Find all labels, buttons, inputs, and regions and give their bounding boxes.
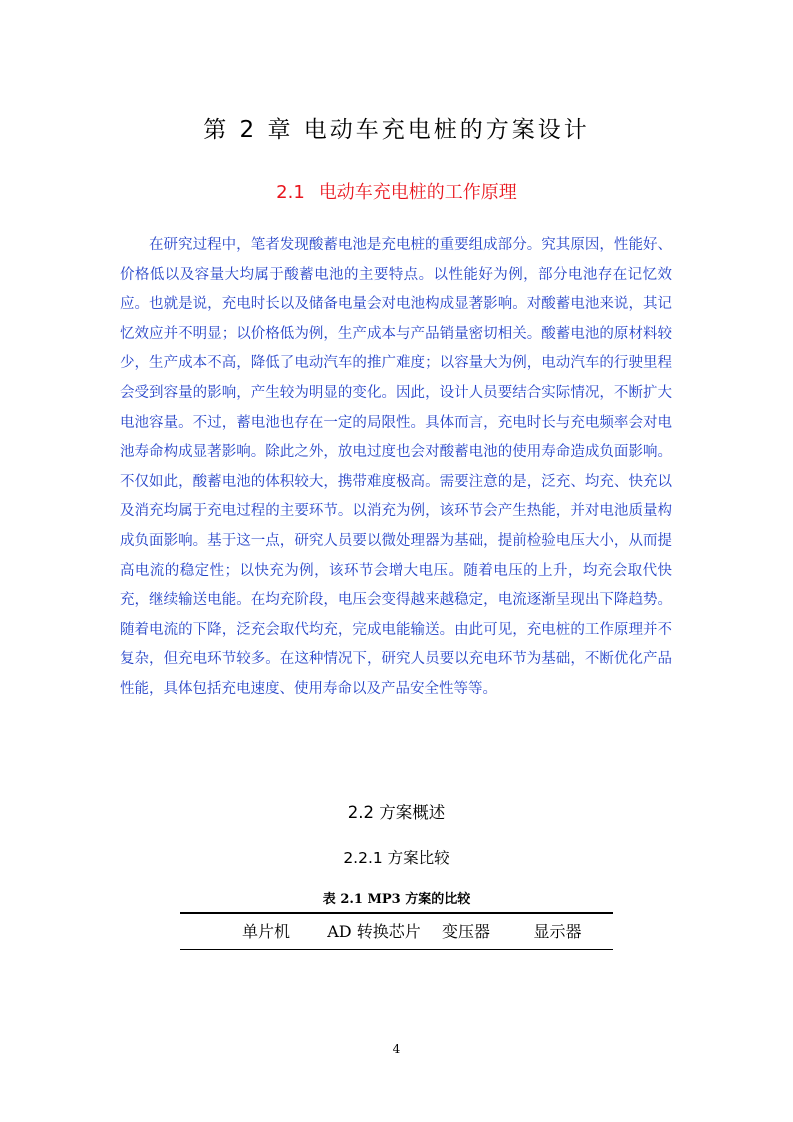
chapter-title: 第 2 章 电动车充电桩的方案设计 xyxy=(203,117,590,143)
section-2-1-title: 电动车充电桩的工作原理 xyxy=(318,182,517,203)
comparison-table xyxy=(180,912,613,950)
section-2-1-number: 2.1 xyxy=(276,182,305,203)
section-2-2-heading: 2.2 方案概述 xyxy=(347,803,446,822)
table-header-cell: 显示器 xyxy=(533,922,582,941)
table-header-row xyxy=(180,914,613,949)
page-number: 4 xyxy=(392,1042,401,1056)
body-paragraph: 在研究过程中，笔者发现酸蓄电池是充电桩的重要组成部分。究其原因，性能好、价格低以及容量大均属于酸蓄电池的主要特点。以性能好为例，部分电池存在记忆效应。也就是说，充电时长以及储备电量会对电池构成显著影响。对酸蓄电池来说，其记忆效应并不明显；以价格低为例，生产成本与产品销量密切相关。酸蓄电池的原材料较少，生产成本不高，降低了电动汽车的推广难度；以容量大为例，电动汽车的行驶里程会受到容量的影响，产生较为明显的变化。因此，设计人员要结合实际情况，不断扩大电池容量。不过，蓄电池也存在一定的局限性。具体而言，充电时长与充电频率会对电池寿命构成显著影响。除此之外，放电过度也会对酸蓄电池的使用寿命造成负面影响。不仅如此，酸蓄电池的体积较大，携带难度极高。需要注意的是，泛充、均充、快充以及消充均属于充电过程的主要环节。以消充为例，该环节会产生热能，并对电池质量构成负面影响。基于这一点，研究人员要以微处理器为基础，提前检验电压大小，从而提高电流的稳定性；以快充为例，该环节会增大电压。随着电压的上升，均充会取代快充，继续输送电能。在均充阶段，电压会变得越来越稳定，电流逐渐呈现出下降趋势。随着电流的下降，泛充会取代均充，完成电能输送。由此可见，充电桩的工作原理并不复杂，但充电环节较多。在这种情况下，研究人员要以充电环节为基础，不断优化产品性能，具体包括充电速度、使用寿命以及产品安全性等等。 xyxy=(120,237,672,697)
section-2-1-heading xyxy=(0,178,793,208)
table-header-cell: 单片机 xyxy=(241,922,290,941)
table-header-cell: AD 转换芯片 xyxy=(327,922,421,941)
section-2-2-1-heading: 2.2.1 方案比较 xyxy=(343,849,450,867)
table-header-cell: 变压器 xyxy=(441,922,490,941)
table-caption: 表 2.1 MP3 方案的比较 xyxy=(322,892,471,907)
